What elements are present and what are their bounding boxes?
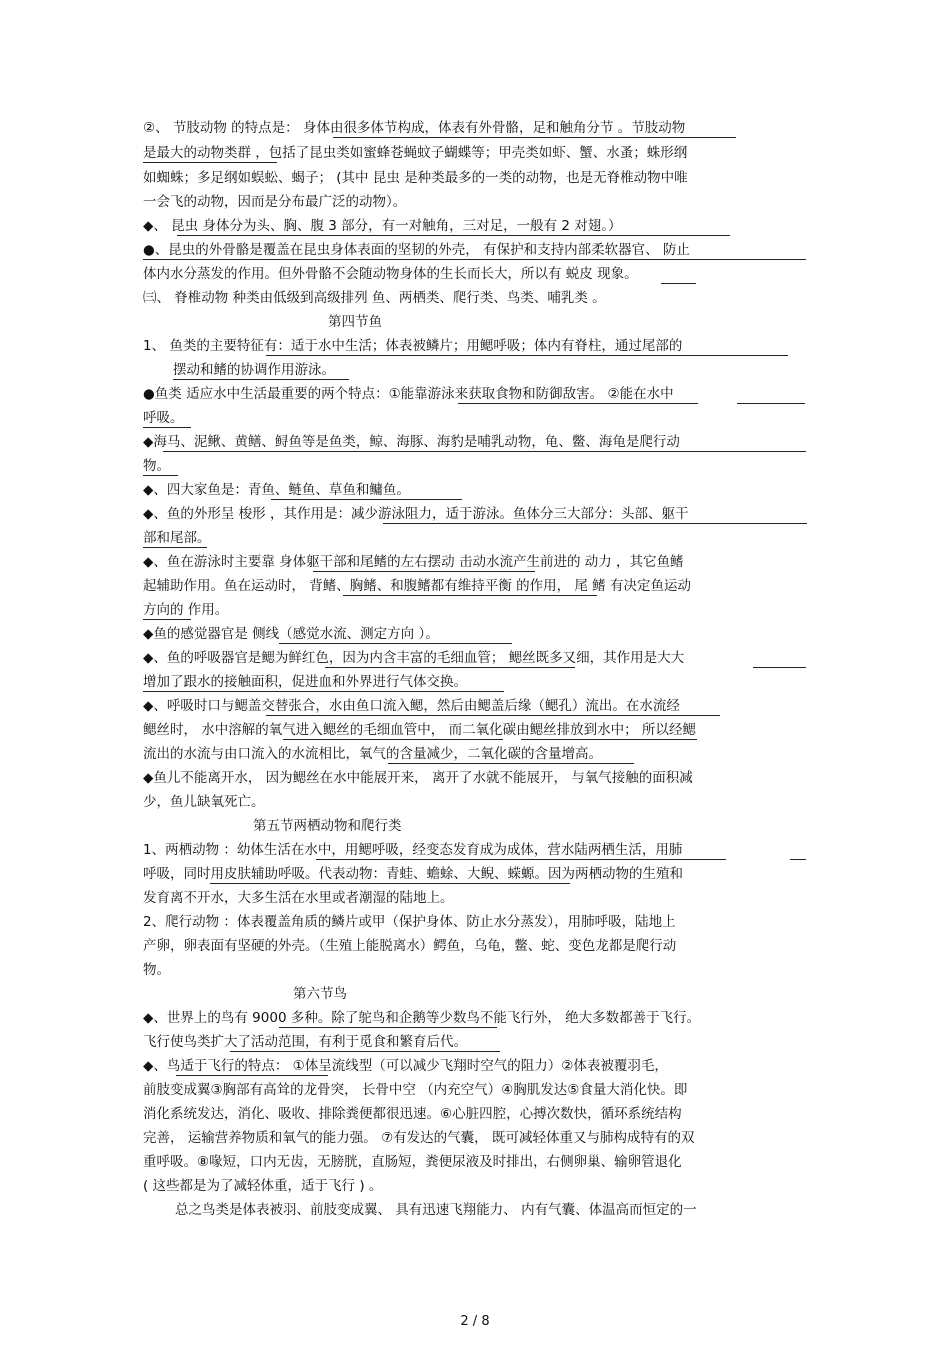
text-line-40: ◆、鸟适于飞行的特点： ①体呈流线型（可以减少飞翔时空气的阻力）②体表被覆羽毛， xyxy=(143,1058,668,1074)
text-line-39: 飞行使鸟类扩大了活动范围，有利于觅食和繁育后代。 xyxy=(143,1034,467,1050)
text-line-46: 总之鸟类是体表被羽、前肢变成翼、 具有迅速飞翔能力、 内有气囊、体温高而恒定的一 xyxy=(175,1202,697,1218)
underline xyxy=(737,403,805,404)
underline xyxy=(753,667,806,668)
underline xyxy=(143,162,277,163)
text-line-44: 重呼吸。⑧喙短，口内无齿，无膀胱，直肠短，粪便尿液及时排出，右侧卵巢、输卵管退化 xyxy=(143,1154,682,1170)
underline xyxy=(279,1027,497,1028)
underline xyxy=(343,595,597,596)
text-line-24: 增加了跟水的接触面积，促进血和外界进行气体交换。 xyxy=(143,674,467,690)
text-line-25: ◆、呼吸时口与鳃盖交替张合，水由鱼口流入鳃，然后由鳃盖后缘（鳃孔）流出。在水流经 xyxy=(143,698,680,714)
text-line-5: ◆、 昆虫 身体分为头、胸、腹 3 部分，有一对触角，三对足，一般有 2 对翅。） xyxy=(143,218,622,234)
text-line-3: 如蜘蛛；多足纲如蜈蚣、蝎子； (其中 昆虫 是种类最多的一类的动物，也是无脊椎动物中唯 xyxy=(143,170,688,186)
text-line-23: ◆、鱼的呼吸器官是鳃为鲜红色，因为内含丰富的毛细血管； 鳃丝既多又细，其作用是大大 xyxy=(143,650,685,666)
underline xyxy=(266,355,788,356)
text-line-29: 少，鱼儿缺氧死亡。 xyxy=(143,794,265,810)
underline xyxy=(143,547,207,548)
text-line-38: ◆、世界上的鸟有 9000 多种。除了鸵鸟和企鹅等少数鸟不能飞行外， 绝大多数都善于飞行。 xyxy=(143,1010,701,1026)
text-line-28: ◆鱼儿不能离开水， 因为鳃丝在水中能展开来， 离开了水就不能展开， 与氧气接触的面积减 xyxy=(143,770,693,786)
underline xyxy=(279,643,512,644)
text-line-32: 呼吸，同时用皮肤辅助呼吸。代表动物：青蛙、蟾蜍、大鲵、蝾螈。因为两栖动物的生殖和 xyxy=(143,866,683,882)
underline xyxy=(388,763,634,764)
underline xyxy=(790,859,806,860)
text-line-4: 一会飞的动物，因而是分布最广泛的动物）。 xyxy=(143,194,407,210)
underline xyxy=(210,883,570,884)
text-line-22: ◆鱼的感觉器官是 侧线（感觉水流、测定方向 ）。 xyxy=(143,626,439,642)
section-heading: 第四节鱼 xyxy=(328,314,382,330)
text-line-12: ●鱼类 适应水中生活最重要的两个特点：①能靠游泳来获取食物和防御敌害。 ②能在水中 xyxy=(143,386,674,402)
text-line-31: 1、两栖动物 ：幼体生活在水中，用鳃呼吸，经变态发育成为成体，营水陆两栖生活，用肺 xyxy=(143,842,683,858)
text-line-11: 摆动和鳍的协调作用游泳。 xyxy=(173,362,335,378)
underline xyxy=(176,1075,328,1076)
underline xyxy=(283,739,503,740)
underline xyxy=(177,235,730,236)
underline xyxy=(163,451,806,452)
text-line-42: 消化系统发达，消化、吸收、排除粪便都很迅速。⑥心脏四腔，心搏次数快，循环系统结构 xyxy=(143,1106,682,1122)
underline xyxy=(230,1051,500,1052)
text-line-13: 呼吸。 xyxy=(143,410,184,426)
text-line-26: 鳃丝时， 水中溶解的氧气进入鳃丝的毛细血管中， 而二氧化碳由鳃丝排放到水中； 所以经鳃 xyxy=(143,722,696,738)
underline xyxy=(458,403,698,404)
text-line-17: ◆、鱼的外形呈 梭形 ，其作用是：减少游泳阻力，适于游泳。鱼体分三大部分：头部、躯干 xyxy=(143,506,689,522)
text-line-27: 流出的水流与由口流入的水流相比，氧气的含量减少，二氧化碳的含量增高。 xyxy=(143,746,602,762)
text-line-20: 起辅助作用。鱼在运动时， 背鳍、胸鳍、和腹鳍都有维持平衡 的作用， 尾 鳍 有决定鱼运动 xyxy=(143,578,691,594)
text-line-41: 前肢变成翼③胸部有高耸的龙骨突， 长骨中空 （内充空气）④胸肌发达⑤食量大消化快。即 xyxy=(143,1082,688,1098)
underline xyxy=(143,259,806,260)
text-line-36: 物。 xyxy=(143,962,170,978)
text-line-10: 1、 鱼类的主要特征有：适于水中生活；体表被鳞片；用鳃呼吸；体内有脊柱，通过尾部的 xyxy=(143,338,683,354)
underline xyxy=(271,499,462,500)
underline xyxy=(143,619,191,620)
text-line-14: ◆海马、泥鳅、黄鳝、鲟鱼等是鱼类，鲸、海豚、海豹是哺乳动物，龟、鳖、海龟是爬行动 xyxy=(143,434,680,450)
underline xyxy=(173,379,349,380)
underline xyxy=(521,739,697,740)
text-line-2: 是最大的动物类群 ，包括了昆虫类如蜜蜂苍蝇蚊子蝴蝶等；甲壳类如虾、蟹、水蚤；蛛形纲 xyxy=(143,145,688,161)
text-line-6: ●、昆虫的外骨骼是覆盖在昆虫身体表面的坚韧的外壳， 有保护和支持内部柔软器官、 防止 xyxy=(143,242,690,258)
underline xyxy=(316,859,726,860)
page-number: 2 / 8 xyxy=(460,1314,490,1329)
underline xyxy=(333,137,736,138)
underline xyxy=(143,427,191,428)
text-line-35: 产卵，卵表面有坚硬的外壳。（生殖上能脱离水）鳄鱼，乌龟，鳖、蛇、变色龙都是爬行动 xyxy=(143,938,677,954)
text-line-21: 方向的 作用。 xyxy=(143,602,229,618)
text-line-19: ◆、鱼在游泳时主要靠 身体躯干部和尾鳍的左右摆动 击动水流产生前进的 动力 ，其它鱼鳍 xyxy=(143,554,684,570)
text-line-16: ◆、四大家鱼是：青鱼、鲢鱼、草鱼和鳙鱼。 xyxy=(143,482,410,498)
text-line-45: ( 这些都是为了减轻体重，适于飞行 ) 。 xyxy=(143,1178,383,1194)
text-line-15: 物。 xyxy=(143,458,170,474)
text-line-18: 部和尾部。 xyxy=(143,530,211,546)
text-line-7: 体内水分蒸发的作用。但外骨骼不会随动物身体的生长而长大，所以有 蜕皮 现象。 xyxy=(143,266,638,282)
underline xyxy=(325,667,575,668)
underline xyxy=(143,691,504,692)
text-line-8: ㈢、 脊椎动物 种类由低级到高级排列 鱼、两栖类、爬行类、鸟类、哺乳类 。 xyxy=(143,290,606,306)
section-heading: 第五节两栖动物和爬行类 xyxy=(253,818,402,834)
underline xyxy=(143,475,178,476)
text-line-1: ②、 节肢动物 的特点是： 身体由很多体节构成，体表有外骨骼，足和触角分节 。节肢动物 xyxy=(143,120,686,136)
text-line-33: 发育离不开水，大多生活在水里或者潮湿的陆地上。 xyxy=(143,890,454,906)
text-line-43: 完善， 运输营养物质和氧气的能力强。 ⑦有发达的气囊， 既可减轻体重又与肺构成特有的双 xyxy=(143,1130,695,1146)
underline xyxy=(661,283,696,284)
underline xyxy=(383,523,807,524)
underline xyxy=(313,571,535,572)
underline xyxy=(266,715,720,716)
section-heading: 第六节鸟 xyxy=(293,986,347,1002)
text-line-34: 2、爬行动物 ：体表覆盖角质的鳞片或甲（保护身体、防止水分蒸发），用肺呼吸，陆地上 xyxy=(143,914,676,930)
